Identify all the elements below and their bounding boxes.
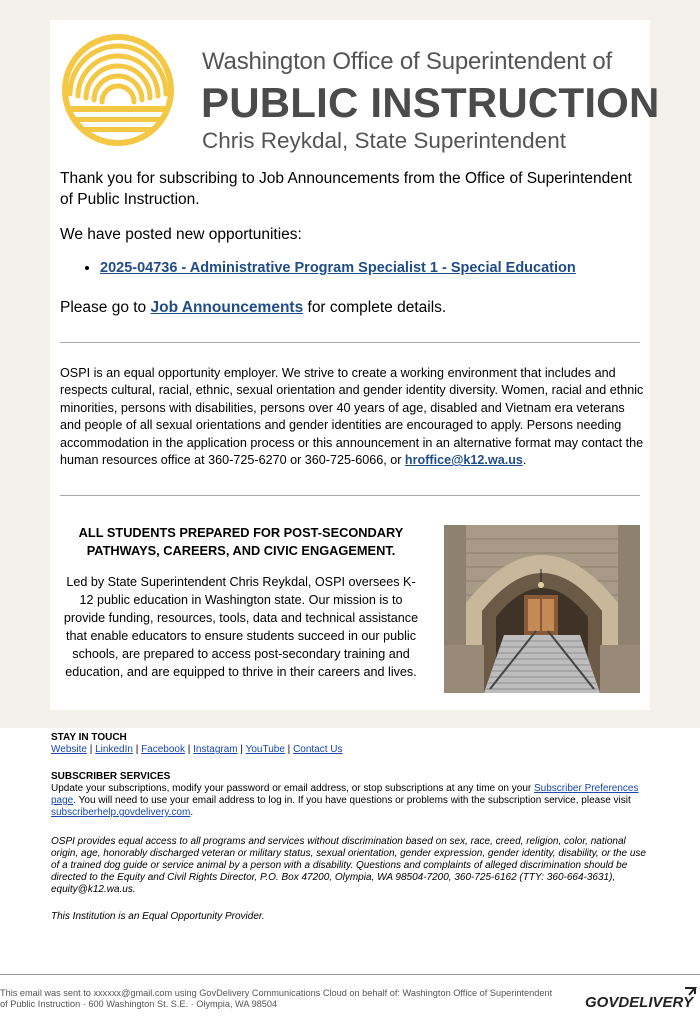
separator: | bbox=[237, 744, 246, 755]
logo-line-title: PUBLIC INSTRUCTION bbox=[201, 79, 660, 126]
stay-in-touch-title: STAY IN TOUCH bbox=[51, 732, 127, 743]
logo-line-superintendent: Chris Reykdal, State Superintendent bbox=[202, 128, 566, 153]
stay-in-touch-section bbox=[51, 732, 651, 756]
eeo-end: . bbox=[522, 453, 527, 468]
linkedin-link[interactable]: LinkedIn bbox=[95, 744, 133, 755]
instagram-link[interactable]: Instagram bbox=[193, 744, 238, 755]
bottom-divider bbox=[0, 974, 700, 975]
ospi-logo bbox=[60, 32, 660, 153]
subscriber-text-3: . bbox=[190, 807, 194, 818]
separator: | bbox=[86, 744, 96, 755]
equal-opportunity-provider: This Institution is an Equal Opportunity Provider. bbox=[51, 911, 265, 922]
equal-access-statement: OSPI provides equal access to all programs and services without discrimination based on sex, race, creed, religion, color, national origin, age, honorably discharged veteran or military status, sexual orientation, gender expression, gender identity, disability, or the use of a trained dog guide or service animal by a person with a disability. Questions and complaints of alleged discrimination should be directed to the Equity and Civil Rights Director, P.O. Box 47200, Olympia, WA 98504-7200, 360-725-6162 (TTY: 360-664-3631), equity@k12.wa.us. bbox=[51, 836, 646, 895]
subscriberhelp-link[interactable]: subscriberhelp.govdelivery.com bbox=[51, 807, 191, 818]
logo-line-agency: Washington Office of Superintendent of bbox=[202, 48, 612, 75]
eeo-text: OSPI is an equal opportunity employer. We strive to create a working environment that includes and respects cultural, racial, ethnic, sexual orientation and gender identity diversity. Women, racial and ethnic minorities, persons with disabilities, persons over 40 years of age, disabled and Vietnam era veterans and people of all sexual orientations and gender identities are encouraged to apply. Persons needing accommodation in the application process or this announcement in an alternative format may contact the human resources office at 360-725-6270 or 360-725-6066, or bbox=[60, 366, 644, 468]
email-card bbox=[50, 20, 660, 710]
mission-heading: ALL STUDENTS PREPARED FOR POST-SECONDARY PATHWAYS, CAREERS, AND CIVIC ENGAGEMENT. bbox=[78, 525, 404, 558]
subscriber-text-2: . You will need to use your email address to log in. If you have questions or problems with the subscription service, please visit bbox=[73, 795, 631, 806]
subscriber-preferences-link[interactable]: Subscriber Preferences page bbox=[51, 783, 639, 806]
separator: | bbox=[185, 744, 194, 755]
website-link[interactable]: Website bbox=[51, 744, 87, 755]
job-announcements-link[interactable]: Job Announcements bbox=[150, 299, 304, 316]
sent-to-notice: This email was sent to xxxxxx@gmail.com using GovDelivery Communications Cloud on behalf of: Washington Office of Superintendent of Public Instruction · 600 Washington St. S.E. · Olympia, WA 98504 bbox=[0, 988, 553, 1009]
job-link[interactable]: 2025-04736 - Administrative Program Specialist 1 - Special Education bbox=[100, 260, 576, 276]
divider bbox=[60, 495, 640, 496]
facebook-link[interactable]: Facebook bbox=[141, 744, 185, 755]
contact-us-link[interactable]: Contact Us bbox=[293, 744, 343, 755]
details-prefix: Please go to bbox=[60, 299, 151, 316]
subscriber-services-section bbox=[51, 771, 651, 819]
posted-text: We have posted new opportunities: bbox=[60, 226, 302, 243]
govdelivery-logo bbox=[585, 986, 697, 1012]
separator: | bbox=[132, 744, 142, 755]
govdelivery-wordmark: GOVDELIVERY bbox=[585, 994, 694, 1011]
mission-text: Led by State Superintendent Chris Reykdal, OSPI oversees K-12 public education in Washington state. Our mission is to provide funding, resources, tools, data and technical assistance that enable educators to ensure students succeed in our public schools, are prepared to access post-secondary training and education, and are equipped to thrive in their careers and lives. bbox=[63, 575, 419, 679]
separator: | bbox=[284, 744, 294, 755]
job-list bbox=[80, 260, 576, 276]
youtube-link[interactable]: YouTube bbox=[245, 744, 285, 755]
subscriber-services-title: SUBSCRIBER SERVICES bbox=[51, 771, 171, 782]
social-links bbox=[51, 744, 651, 756]
building-entrance-photo bbox=[444, 525, 640, 693]
details-suffix: for complete details. bbox=[303, 299, 447, 316]
hroffice-email-link[interactable]: hroffice@k12.wa.us bbox=[404, 453, 523, 468]
subscriber-services-text bbox=[51, 783, 651, 819]
divider bbox=[60, 342, 640, 343]
eeo-statement bbox=[60, 365, 644, 469]
list-item bbox=[100, 260, 576, 276]
details-text bbox=[60, 299, 446, 317]
intro-text: Thank you for subscribing to Job Announcements from the Office of Superintendent of Public Instruction. bbox=[60, 170, 632, 208]
ospi-sun-emblem-icon bbox=[60, 32, 176, 148]
subscriber-text-1: Update your subscriptions, modify your password or email address, or stop subscriptions at any time on your bbox=[51, 783, 534, 794]
